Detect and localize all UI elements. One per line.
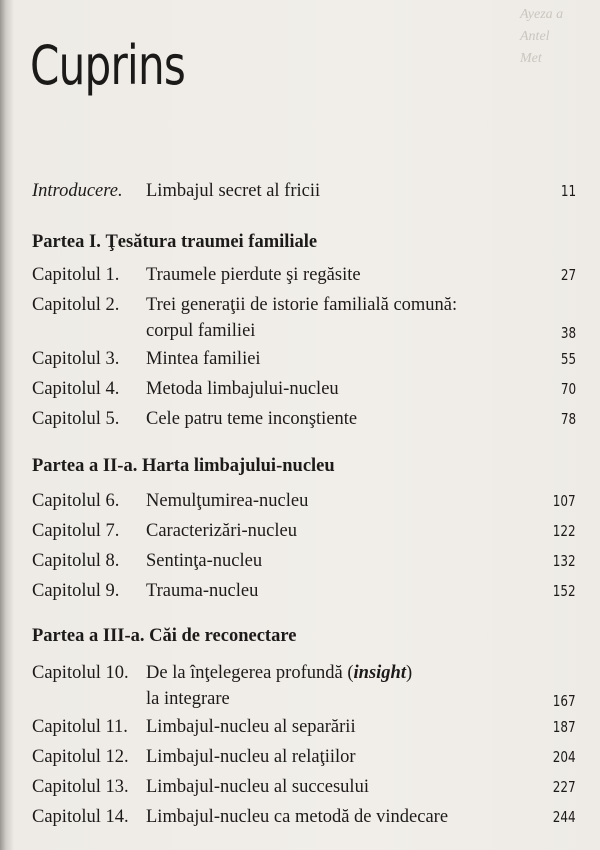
entry-page: 132 — [553, 552, 576, 570]
entry-page: 204 — [553, 748, 576, 766]
part-heading: Partea a II-a. Harta limbajului-nucleu — [32, 456, 335, 476]
part-heading: Partea I. Ţesătura traumei familiale — [32, 232, 318, 252]
entry-page: 55 — [560, 350, 576, 368]
entry-title-line1: Trei generaţii de istorie familială comună: — [146, 295, 458, 315]
bleed-line: Antel — [520, 29, 550, 44]
entry-title: Nemulţumirea-nucleu — [146, 491, 309, 511]
entry-title-line1 — [146, 660, 412, 686]
entry-title: Cele patru teme inconştiente — [146, 409, 358, 429]
entry-page: 122 — [553, 522, 576, 540]
page-title: Cuprins — [30, 34, 186, 97]
entry-label: Capitolul 1. — [32, 265, 120, 285]
entry-label: Capitolul 5. — [32, 409, 120, 429]
entry-label: Capitolul 10. — [32, 663, 129, 683]
entry-page: 227 — [553, 778, 576, 796]
entry-label: Capitolul 9. — [32, 581, 120, 601]
entry-title: Mintea familiei — [146, 349, 261, 369]
entry-page: 187 — [553, 718, 576, 736]
entry-title-line2: corpul familiei — [146, 321, 256, 341]
entry-label: Capitolul 4. — [32, 379, 120, 399]
entry-title: Limbajul-nucleu al relaţiilor — [146, 747, 356, 767]
entry-label: Capitolul 12. — [32, 747, 129, 767]
entry-label: Capitolul 14. — [32, 807, 129, 827]
entry-page: 38 — [560, 324, 576, 342]
entry-page: 78 — [560, 410, 576, 428]
entry-title-emphasis: insight — [353, 663, 406, 683]
bleed-line: Ayeza a — [520, 7, 564, 22]
bleed-line: Met — [520, 51, 542, 66]
entry-label: Capitolul 8. — [32, 551, 120, 571]
bleed-through-text — [520, 4, 598, 70]
entry-label: Capitolul 3. — [32, 349, 120, 369]
entry-title: Sentinţa-nucleu — [146, 551, 263, 571]
entry-page: 107 — [553, 492, 576, 510]
entry-title: Limbajul-nucleu ca metodă de vindecare — [146, 807, 449, 827]
entry-label: Capitolul 6. — [32, 491, 120, 511]
part-heading: Partea a III-a. Căi de reconectare — [32, 626, 297, 646]
entry-page: 152 — [553, 582, 576, 600]
entry-label: Capitolul 2. — [32, 295, 120, 315]
entry-title: Metoda limbajului-nucleu — [146, 379, 339, 399]
entry-page: 244 — [553, 808, 576, 826]
entry-title: Limbajul-nucleu al separării — [146, 717, 356, 737]
entry-title-part: ) — [405, 663, 413, 683]
entry-title: Limbajul-nucleu al succesului — [146, 777, 369, 797]
toc-entry-ch10 — [32, 660, 576, 714]
entry-title-line2: la integrare — [146, 689, 230, 709]
entry-title-part: De la înţelegerea profundă ( — [146, 663, 354, 683]
entry-page: 11 — [560, 182, 576, 200]
entry-title: Caracterizări-nucleu — [146, 521, 297, 541]
entry-label: Capitolul 7. — [32, 521, 120, 541]
entry-label: Introducere. — [32, 181, 123, 201]
entry-title: Trauma-nucleu — [146, 581, 259, 601]
entry-label: Capitolul 11. — [32, 717, 128, 737]
entry-page: 167 — [553, 692, 576, 710]
entry-title — [146, 660, 412, 712]
entry-title: Limbajul secret al fricii — [146, 181, 321, 201]
entry-label: Capitolul 13. — [32, 777, 129, 797]
entry-page: 27 — [560, 266, 576, 284]
entry-page: 70 — [560, 380, 576, 398]
toc-entry-ch2 — [32, 292, 576, 346]
entry-title: Traumele pierdute şi regăsite — [146, 265, 361, 285]
entry-title — [146, 292, 457, 344]
